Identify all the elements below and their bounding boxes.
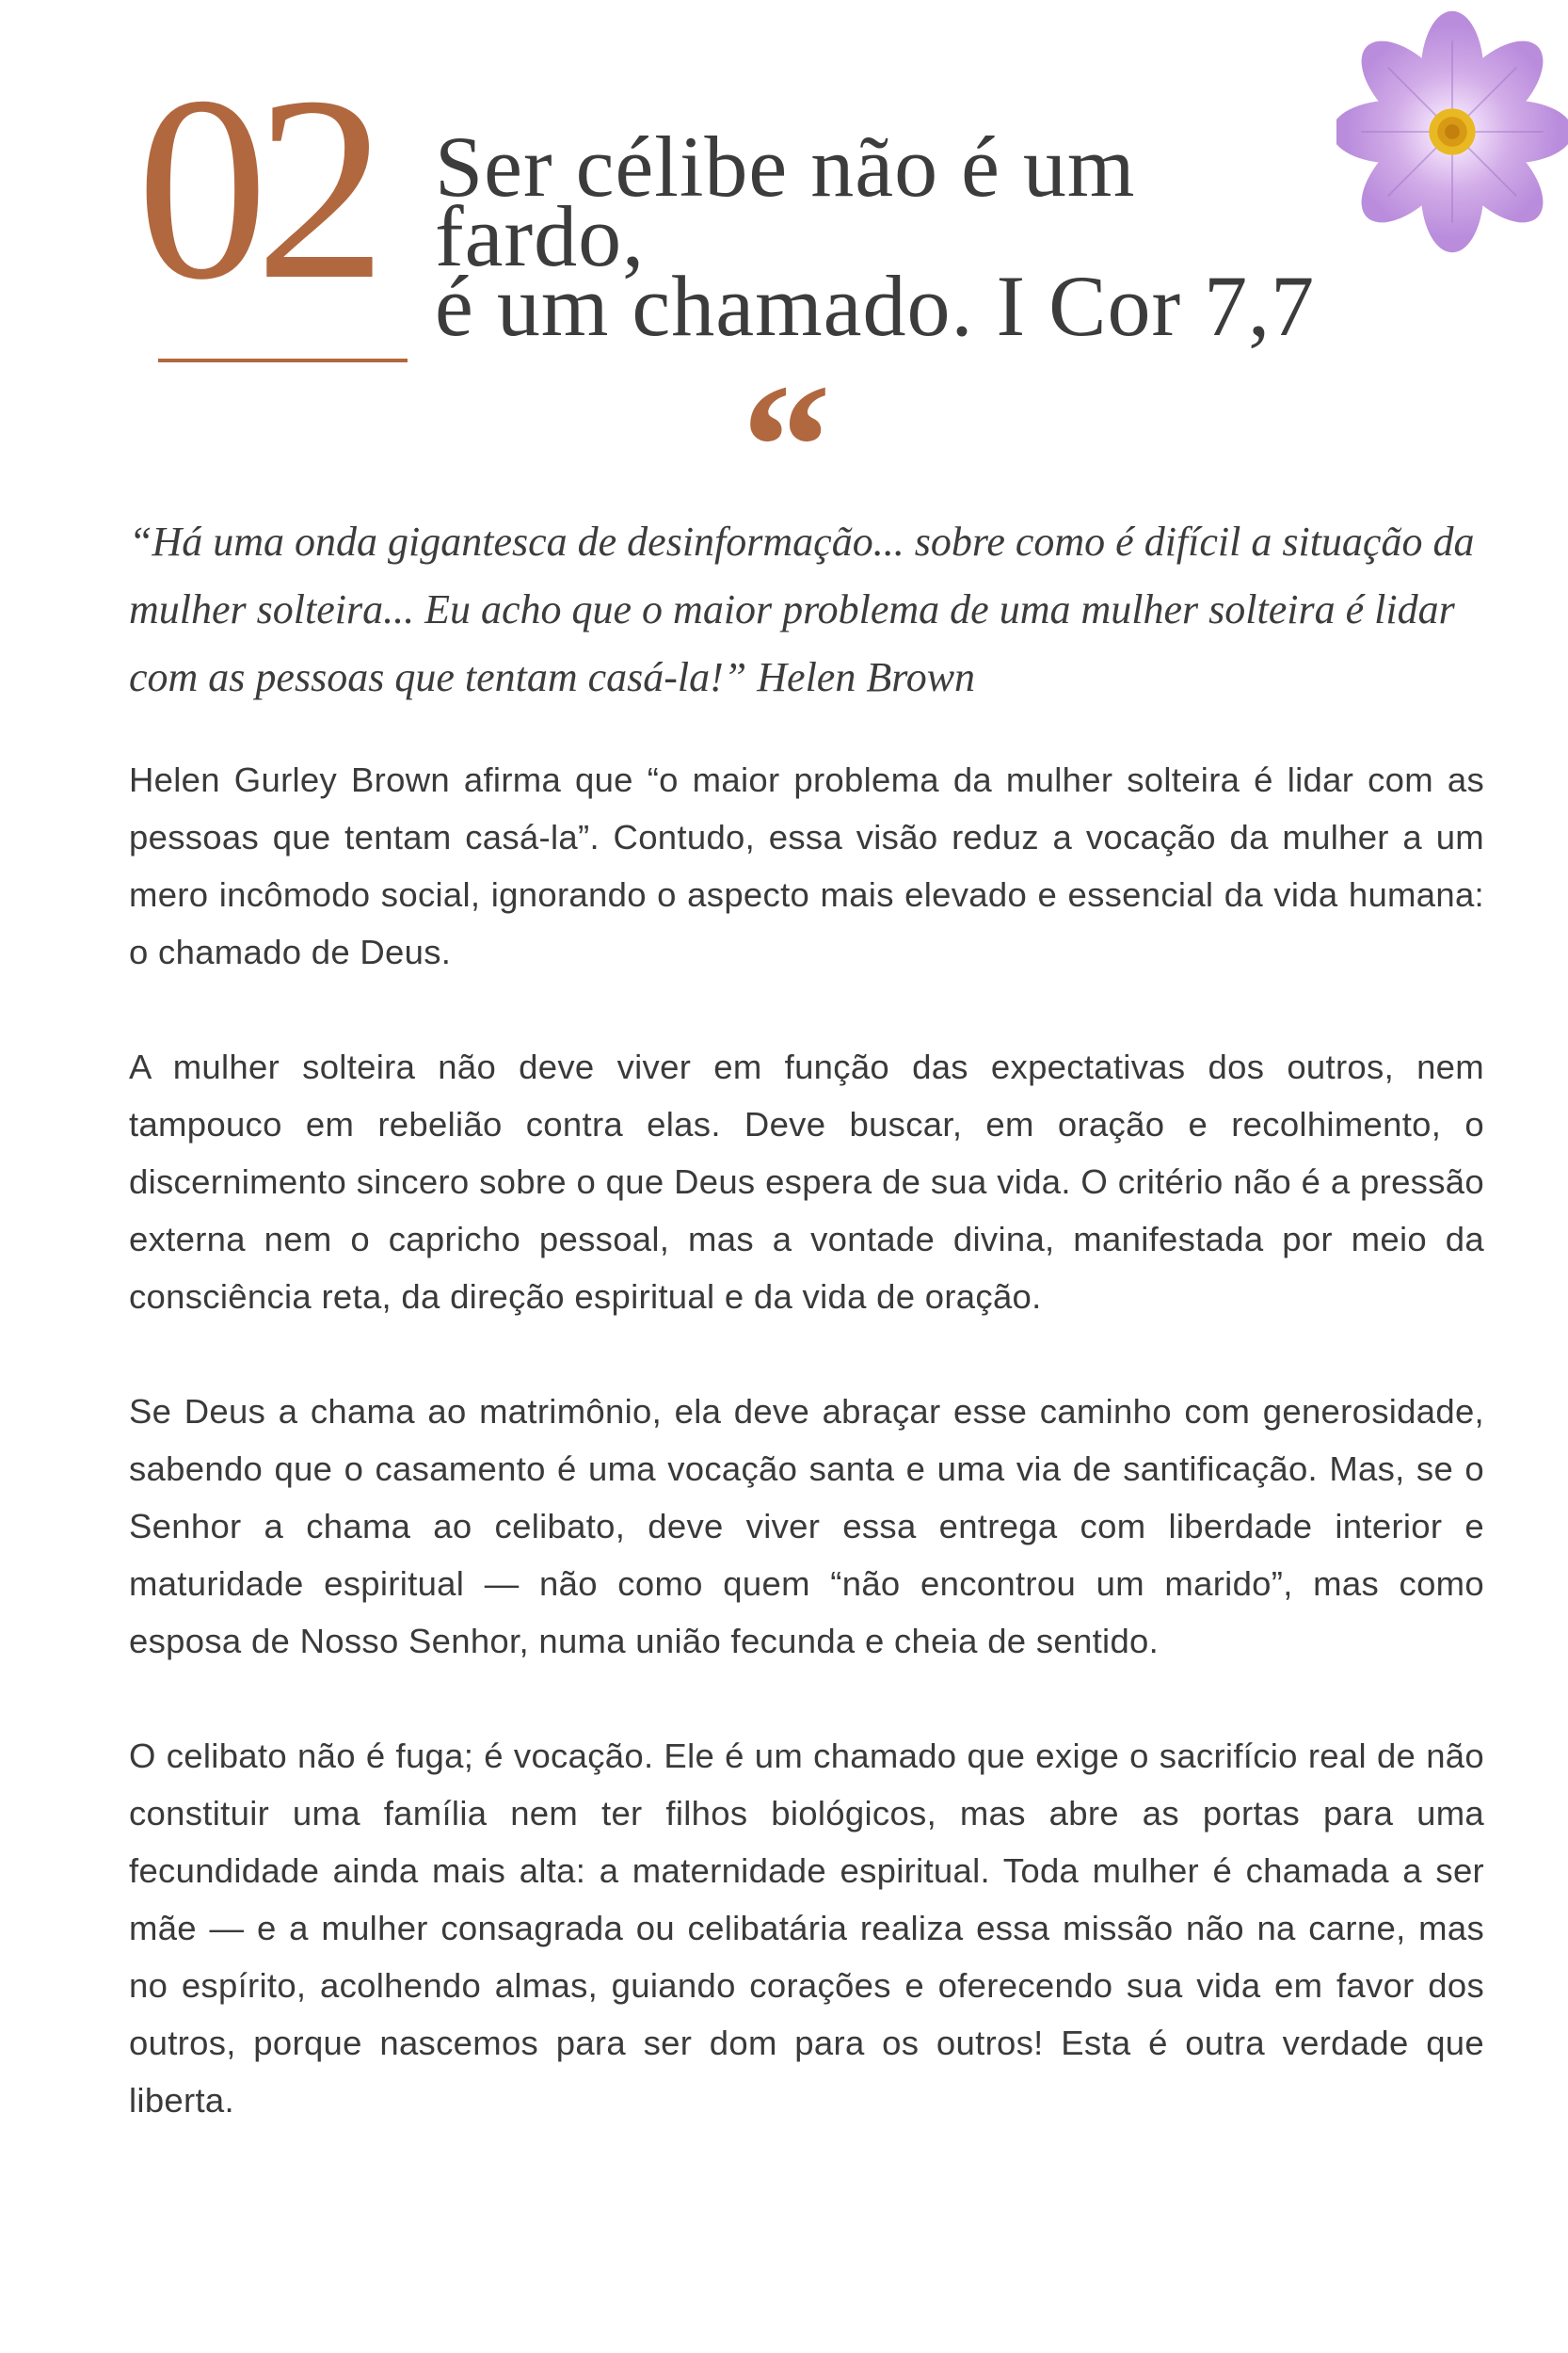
epigraph-quote: “Há uma onda gigantesca de desinformação... sobre como é difícil a situação da mulher solteira... Eu acho que o maior problema de uma mulher solteira é lidar com as pessoas que tentam casá-la!” Helen Brown [129,519,1475,700]
chapter-number: 02 [136,41,374,334]
paragraph-3: Se Deus a chama ao matrimônio, ela deve abraçar esse caminho com generosidade, sabendo que o casamento é uma vocação santa e uma via de santificação. Mas, se o Senhor a chama ao celibato, deve viver essa entrega com liberdade interior e maturidade espiritual — não como quem “não encontrou um marido”, mas como esposa de Nosso Senhor, numa união fecunda e cheia de sentido. [129,1392,1484,1660]
quote-mark-icon: “ [742,348,831,546]
paragraph-4: O celibato não é fuga; é vocação. Ele é um chamado que exige o sacrifício real de não constituir uma família nem ter filhos biológicos, mas abre as portas para uma fecundidade ainda mais alta: a maternidade espiritual. Toda mulher é chamada a ser mãe — e a mulher consagrada ou celibatária realiza essa missão não na carne, mas no espírito, acolhendo almas, guiando corações e oferecendo sua vida em favor dos outros, porque nascemos para ser dom para os outros! Esta é outra verdade que liberta. [129,1737,1484,2120]
title-divider [158,359,408,362]
chapter-title-line-1: Ser célibe não é um fardo, [435,119,1136,284]
chapter-title-line-2: é um chamado. I Cor 7,7 [435,258,1316,354]
chapter-title [435,119,1357,354]
paragraph-1: Helen Gurley Brown afirma que “o maior problema da mulher solteira é lidar com as pessoas que tentam casá-la”. Contudo, essa visão reduz a vocação da mulher a um mero incômodo social, ignorando o aspecto mais elevado e essencial da vida humana: o chamado de Deus. [129,760,1484,971]
body-text [129,751,1484,2129]
paragraph-2: A mulher solteira não deve viver em função das expectativas dos outros, nem tampouco em rebelião contra elas. Deve buscar, em oração e recolhimento, o discernimento sincero sobre o que Deus espera de sua vida. O critério não é a pressão externa nem o capricho pessoal, mas a vontade divina, manifestada por meio da consciência reta, da direção espiritual e da vida de oração. [129,1048,1484,1316]
flower-icon [1336,0,1568,264]
